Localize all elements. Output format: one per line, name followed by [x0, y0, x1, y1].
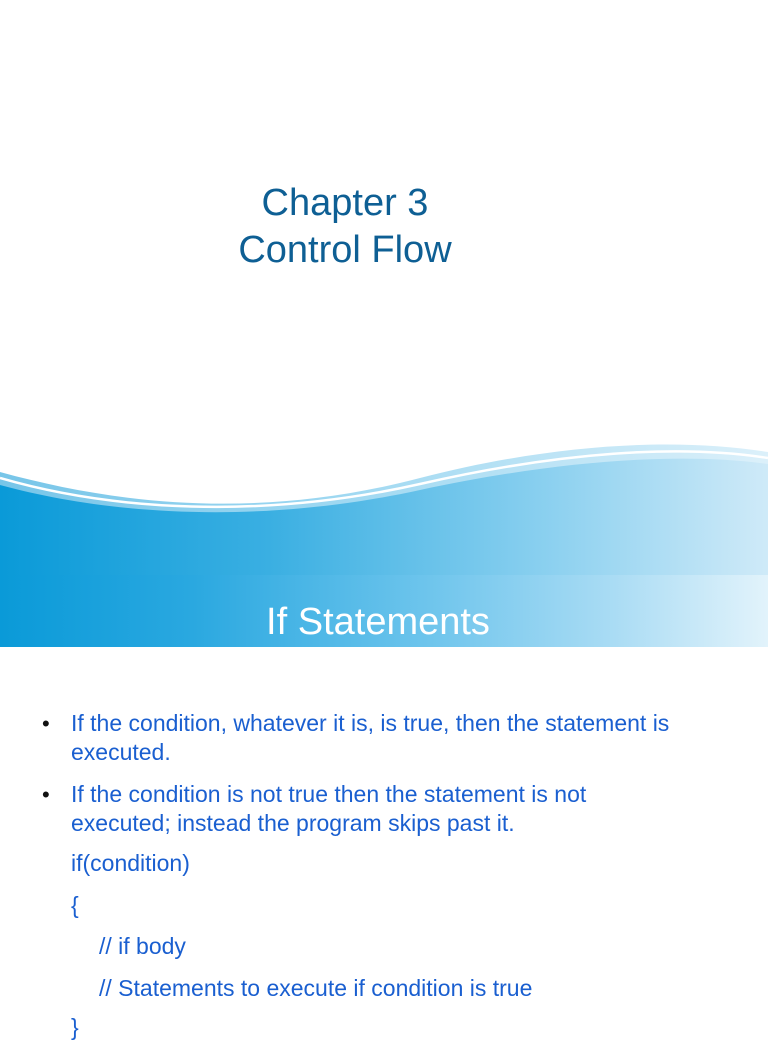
- bullet-text-line: executed.: [71, 739, 171, 765]
- bullet-text-line: If the condition is not true then the statement is not: [71, 781, 587, 807]
- bullet-item: [42, 780, 742, 838]
- code-line: {: [71, 892, 79, 918]
- bullet-item: [42, 709, 742, 767]
- slide-title: [0, 180, 690, 274]
- content-slide: [0, 575, 768, 1040]
- section-heading: If Statements: [266, 601, 490, 643]
- wave-graphic: [0, 430, 768, 575]
- code-line: // Statements to execute if condition is true: [99, 975, 533, 1001]
- chapter-number: Chapter 3: [261, 182, 429, 224]
- code-line: if(condition): [71, 850, 190, 876]
- wave-front: [0, 459, 768, 575]
- chapter-title: Control Flow: [238, 229, 452, 271]
- bullet-text-line: executed; instead the program skips past it.: [71, 810, 515, 836]
- code-line: }: [71, 1014, 79, 1040]
- bullet-dot-icon: •: [42, 711, 50, 736]
- code-line: // if body: [99, 933, 186, 959]
- slide-body: [0, 575, 768, 1040]
- bullet-text-line: If the condition, whatever it is, is true, then the statement is: [71, 710, 670, 736]
- bullet-dot-icon: •: [42, 782, 50, 807]
